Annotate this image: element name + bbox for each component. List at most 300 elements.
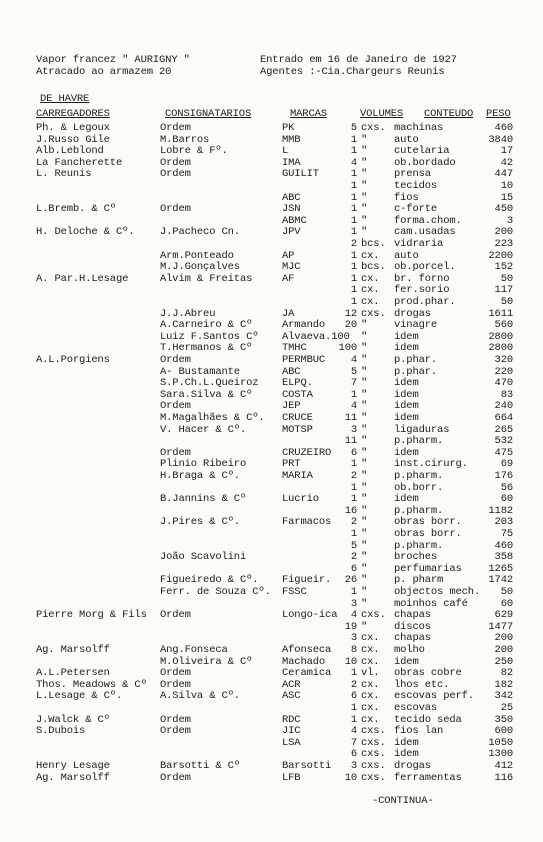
row-consignee: Ordem — [160, 725, 191, 737]
row-consignee: V. Hacer & Cº. — [160, 424, 247, 436]
row-mark: TMHC — [282, 342, 307, 354]
row-mark: CRUCE — [282, 412, 313, 424]
row-mark: L — [282, 145, 289, 157]
warehouse-line: Atracado ao armazem 20 — [36, 66, 172, 78]
row-mark: Figueir. — [282, 574, 332, 586]
row-consignee: Ordem — [160, 203, 191, 215]
row-vol: 3 — [350, 424, 357, 436]
row-mark: FSSC — [282, 586, 307, 598]
row-unit: cx. — [361, 273, 380, 285]
row-unit: cx. — [361, 250, 380, 262]
row-consignee: A.Carneiro & Cº — [160, 319, 253, 331]
row-content: p.pharm. — [394, 505, 444, 517]
col-header-marks: MARCAS — [290, 108, 327, 120]
row-weight: 1611 — [488, 308, 513, 320]
row-unit: " — [361, 319, 368, 331]
row-content: perfumarias — [394, 563, 462, 575]
row-mark: ASC — [282, 690, 301, 702]
row-weight: 450 — [494, 203, 513, 215]
row-unit: bcs. — [361, 261, 386, 273]
row-consignee: Ordem — [160, 679, 191, 691]
row-weight: 2800 — [488, 342, 513, 354]
row-content: tecido seda — [394, 714, 462, 726]
row-vol: 6 — [350, 690, 357, 702]
row-vol: 1 — [350, 284, 357, 296]
row-vol: 6 — [350, 447, 357, 459]
row-unit: cx. — [361, 296, 380, 308]
arrival-line: Entrado em 16 de Janeiro de 1927 — [260, 54, 457, 66]
row-unit: " — [361, 621, 368, 633]
row-consignee: Arm.Ponteado — [160, 250, 234, 262]
row-shipper: Ag. Marsolff — [36, 644, 110, 656]
row-vol: 1 — [350, 667, 357, 679]
row-mark: AP — [282, 250, 295, 262]
row-mark: Alvaeva.100 — [282, 331, 350, 343]
row-content: moinhos café — [394, 598, 468, 610]
row-mark: JSN — [282, 203, 301, 215]
row-content: obras borr. — [394, 528, 462, 540]
row-shipper: Ag. Marsolff — [36, 772, 110, 784]
row-vol: 1 — [350, 273, 357, 285]
row-weight: 82 — [500, 667, 513, 679]
row-consignee: Ang.Fonseca — [160, 644, 228, 656]
row-shipper: J.Russo Gile — [36, 134, 110, 146]
row-unit: cx. — [361, 284, 380, 296]
row-unit: " — [361, 470, 368, 482]
row-content: chapas — [394, 632, 431, 644]
row-vol: 1 — [350, 203, 357, 215]
row-shipper: A.L.Porgiens — [36, 354, 110, 366]
row-unit: " — [361, 192, 368, 204]
row-shipper: Ph. & Legoux — [36, 122, 110, 134]
row-weight: 3 — [506, 215, 513, 227]
row-vol: 2 — [350, 516, 357, 528]
row-content: ferramentas — [394, 772, 462, 784]
row-shipper: La Fancherette — [36, 157, 123, 169]
row-weight: 200 — [494, 644, 513, 656]
row-consignee: Ordem — [160, 122, 191, 134]
row-mark: GUILIT — [282, 168, 319, 180]
row-weight: 600 — [494, 725, 513, 737]
row-vol: 20 — [344, 319, 357, 331]
row-content: inst.cirurg. — [394, 458, 468, 470]
row-consignee: Figueiredo & Cº. — [160, 574, 259, 586]
row-weight: 3840 — [488, 134, 513, 146]
row-consignee: Barsotti & Cº — [160, 760, 240, 772]
row-weight: 629 — [494, 609, 513, 621]
row-mark: Barsotti — [282, 760, 332, 772]
row-mark: ABC — [282, 366, 301, 378]
row-consignee: Ordem — [160, 400, 191, 412]
row-mark: Machado — [282, 656, 326, 668]
row-weight: 75 — [500, 528, 513, 540]
row-consignee: Ordem — [160, 354, 191, 366]
row-consignee: A- Bustamante — [160, 366, 240, 378]
row-mark: RDC — [282, 714, 301, 726]
row-unit: cxs. — [361, 725, 386, 737]
row-unit: cxs. — [361, 772, 386, 784]
row-unit: bcs. — [361, 238, 386, 250]
row-mark: ACR — [282, 679, 301, 691]
row-mark: CRUZEIRO — [282, 447, 332, 459]
row-unit: " — [361, 226, 368, 238]
row-content: fios — [394, 192, 419, 204]
row-weight: 220 — [494, 366, 513, 378]
row-mark: JIC — [282, 725, 301, 737]
row-vol: 3 — [350, 632, 357, 644]
row-consignee: Ordem — [160, 667, 191, 679]
row-content: molho — [394, 644, 425, 656]
row-unit: " — [361, 400, 368, 412]
col-header-shippers: CARREGADORES — [36, 108, 110, 120]
row-weight: 1265 — [488, 563, 513, 575]
row-vol: 1 — [350, 215, 357, 227]
row-unit: " — [361, 598, 368, 610]
row-content: p. pharm — [394, 574, 444, 586]
row-mark: Afonseca — [282, 644, 332, 656]
row-consignee: H.Braga & Cº. — [160, 470, 240, 482]
row-vol: 6 — [350, 748, 357, 760]
row-mark: AF — [282, 273, 295, 285]
row-unit: " — [361, 331, 368, 343]
row-content: vinagre — [394, 319, 438, 331]
row-content: p.pharm. — [394, 435, 444, 447]
row-mark: IMA — [282, 157, 301, 169]
row-content: broches — [394, 551, 438, 563]
row-vol: 1 — [350, 482, 357, 494]
row-vol: 1 — [350, 145, 357, 157]
row-content: ligaduras — [394, 424, 450, 436]
row-vol: 8 — [350, 644, 357, 656]
row-vol: 10 — [344, 656, 357, 668]
row-content: ob.bordado — [394, 157, 456, 169]
row-content: p.pharm. — [394, 470, 444, 482]
row-weight: 56 — [500, 482, 513, 494]
row-weight: 250 — [494, 656, 513, 668]
row-weight: 50 — [500, 586, 513, 598]
row-content: machinas — [394, 122, 444, 134]
row-shipper: Henry Lesage — [36, 760, 110, 772]
row-unit: cx. — [361, 679, 380, 691]
row-mark: Farmacos — [282, 516, 332, 528]
row-content: idem — [394, 389, 419, 401]
row-shipper: L.Lesage & Cº. — [36, 690, 123, 702]
row-weight: 25 — [500, 702, 513, 714]
row-weight: 200 — [494, 632, 513, 644]
row-vol: 2 — [350, 551, 357, 563]
row-weight: 532 — [494, 435, 513, 447]
row-shipper: L.Bremb. & Cº — [36, 203, 116, 215]
row-mark: MOTSP — [282, 424, 313, 436]
row-content: obras borr. — [394, 516, 462, 528]
row-content: idem — [394, 400, 419, 412]
row-weight: 15 — [500, 192, 513, 204]
row-unit: " — [361, 424, 368, 436]
row-shipper: A. Par.H.Lesage — [36, 273, 129, 285]
row-consignee: Lobre & Fº. — [160, 145, 228, 157]
row-unit: " — [361, 134, 368, 146]
row-weight: 116 — [494, 772, 513, 784]
row-unit: " — [361, 435, 368, 447]
row-unit: " — [361, 203, 368, 215]
row-unit: cxs. — [361, 737, 386, 749]
row-shipper: Alb.Leblond — [36, 145, 104, 157]
row-unit: cx. — [361, 644, 380, 656]
row-consignee: Ordem — [160, 168, 191, 180]
row-consignee: S.P.Ch.L.Queiroz — [160, 377, 259, 389]
row-consignee: A.Silva & Cº. — [160, 690, 240, 702]
row-weight: 460 — [494, 122, 513, 134]
row-weight: 176 — [494, 470, 513, 482]
row-mark: Armando — [282, 319, 326, 331]
row-content: idem — [394, 447, 419, 459]
agents-line: Agentes :-Cia.Chargeurs Reunis — [260, 66, 445, 78]
row-content: idem — [394, 656, 419, 668]
col-header-consignees: CONSIGNATARIOS — [165, 108, 252, 120]
row-content: prod.phar. — [394, 296, 456, 308]
row-weight: 475 — [494, 447, 513, 459]
row-unit: " — [361, 458, 368, 470]
row-weight: 17 — [500, 145, 513, 157]
row-content: idem — [394, 377, 419, 389]
row-unit: cxs. — [361, 748, 386, 760]
row-weight: 60 — [500, 598, 513, 610]
row-content: idem — [394, 737, 419, 749]
row-unit: " — [361, 389, 368, 401]
row-mark: ELPQ. — [282, 377, 313, 389]
row-content: drogas — [394, 760, 431, 772]
row-unit: " — [361, 528, 368, 540]
row-unit: " — [361, 516, 368, 528]
row-weight: 60 — [500, 493, 513, 505]
row-vol: 10 — [344, 772, 357, 784]
row-unit: cx. — [361, 632, 380, 644]
row-content: p.phar. — [394, 366, 438, 378]
row-consignee: M.Oliveira & Cº — [160, 656, 253, 668]
row-vol: 1 — [350, 528, 357, 540]
row-vol: 4 — [350, 725, 357, 737]
row-mark: PERMBUC — [282, 354, 326, 366]
row-weight: 320 — [494, 354, 513, 366]
row-weight: 1300 — [488, 748, 513, 760]
row-unit: " — [361, 412, 368, 424]
row-weight: 83 — [500, 389, 513, 401]
row-content: fios lan — [394, 725, 444, 737]
row-shipper: A.L.Petersen — [36, 667, 110, 679]
row-content: obras cobre — [394, 667, 462, 679]
col-header-contents: CONTEUDO — [424, 108, 474, 120]
row-weight: 240 — [494, 400, 513, 412]
row-vol: 1 — [350, 458, 357, 470]
row-mark: PRT — [282, 458, 301, 470]
row-consignee: Ordem — [160, 447, 191, 459]
row-weight: 10 — [500, 180, 513, 192]
row-vol: 1 — [350, 586, 357, 598]
row-shipper: S.Dubois — [36, 725, 86, 737]
row-unit: cx. — [361, 714, 380, 726]
row-consignee: Luiz F.Santos Cº — [160, 331, 259, 343]
row-consignee: J.J.Abreu — [160, 308, 216, 320]
row-mark: PK — [282, 122, 295, 134]
row-content: vidraria — [394, 238, 444, 250]
row-vol: 11 — [344, 412, 357, 424]
row-shipper: J.Walck & Cº — [36, 714, 110, 726]
row-weight: 69 — [500, 458, 513, 470]
row-content: c-forte — [394, 203, 438, 215]
row-content: chapas — [394, 609, 431, 621]
row-unit: " — [361, 157, 368, 169]
row-vol: 1 — [350, 261, 357, 273]
row-unit: " — [361, 482, 368, 494]
row-vol: 1 — [350, 134, 357, 146]
row-weight: 223 — [494, 238, 513, 250]
row-vol: 100 — [338, 342, 357, 354]
row-consignee: Ordem — [160, 157, 191, 169]
row-weight: 42 — [500, 157, 513, 169]
row-consignee: Plinio Ribeiro — [160, 458, 247, 470]
row-content: auto — [394, 134, 419, 146]
row-weight: 203 — [494, 516, 513, 528]
row-shipper: H. Deloche & Cº. — [36, 226, 135, 238]
row-content: idem — [394, 342, 419, 354]
row-consignee: M.Barros — [160, 134, 210, 146]
row-shipper: Pierre Morg & Fils — [36, 609, 147, 621]
row-vol: 1 — [350, 250, 357, 262]
row-unit: " — [361, 215, 368, 227]
continued-note: -CONTINUA- — [372, 795, 434, 807]
row-vol: 2 — [350, 238, 357, 250]
row-content: idem — [394, 748, 419, 760]
row-vol: 6 — [350, 563, 357, 575]
row-weight: 1477 — [488, 621, 513, 633]
row-vol: 12 — [344, 308, 357, 320]
row-content: fer.sorio — [394, 284, 450, 296]
row-unit: " — [361, 447, 368, 459]
row-unit: " — [361, 354, 368, 366]
row-consignee: Ordem — [160, 714, 191, 726]
row-mark: JPV — [282, 226, 301, 238]
row-mark: LSA — [282, 737, 301, 749]
row-weight: 50 — [500, 273, 513, 285]
row-consignee: T.Hermanos & Cº — [160, 342, 253, 354]
row-vol: 1 — [350, 180, 357, 192]
row-weight: 182 — [494, 679, 513, 691]
row-weight: 358 — [494, 551, 513, 563]
row-vol: 1 — [350, 226, 357, 238]
row-mark: Longo-ica — [282, 609, 338, 621]
row-unit: " — [361, 366, 368, 378]
row-vol: 3 — [350, 598, 357, 610]
row-unit: " — [361, 180, 368, 192]
row-consignee: J.Pires & Cº. — [160, 516, 240, 528]
row-unit: cxs. — [361, 122, 386, 134]
row-vol: 26 — [344, 574, 357, 586]
row-content: objectos mech. — [394, 586, 481, 598]
row-mark: JA — [282, 308, 295, 320]
row-vol: 4 — [350, 157, 357, 169]
row-unit: cx. — [361, 656, 380, 668]
row-weight: 2200 — [488, 250, 513, 262]
row-content: ob.borr. — [394, 482, 444, 494]
row-unit: " — [361, 377, 368, 389]
row-unit: " — [361, 540, 368, 552]
row-vol: 16 — [344, 505, 357, 517]
row-vol: 2 — [350, 470, 357, 482]
row-weight: 412 — [494, 760, 513, 772]
row-unit: cxs. — [361, 760, 386, 772]
row-unit: " — [361, 493, 368, 505]
row-mark: MJC — [282, 261, 301, 273]
row-vol: 1 — [350, 493, 357, 505]
row-content: escovas perf. — [394, 690, 474, 702]
row-weight: 50 — [500, 296, 513, 308]
row-mark: LFB — [282, 772, 301, 784]
row-vol: 1 — [350, 702, 357, 714]
row-unit: cxs. — [361, 609, 386, 621]
row-weight: 664 — [494, 412, 513, 424]
row-unit: cxs. — [361, 308, 386, 320]
row-unit: " — [361, 586, 368, 598]
row-content: drogas — [394, 308, 431, 320]
row-mark: JEP — [282, 400, 301, 412]
row-vol: 5 — [350, 540, 357, 552]
row-unit: cx. — [361, 690, 380, 702]
row-consignee: M.Magalhães & Cº. — [160, 412, 265, 424]
row-content: forma.chom. — [394, 215, 462, 227]
row-vol: 1 — [350, 296, 357, 308]
row-weight: 350 — [494, 714, 513, 726]
row-content: discos — [394, 621, 431, 633]
row-content: prensa — [394, 168, 431, 180]
row-vol: 5 — [350, 122, 357, 134]
vessel-line: Vapor francez " AURIGNY " — [36, 54, 190, 66]
row-consignee: Ordem — [160, 772, 191, 784]
row-weight: 342 — [494, 690, 513, 702]
row-content: p.pharm. — [394, 540, 444, 552]
row-unit: " — [361, 342, 368, 354]
row-consignee: Ferr. de Souza Cº. — [160, 586, 271, 598]
row-unit: vl. — [361, 667, 380, 679]
col-header-volumes: VOLUMES — [360, 108, 404, 120]
row-weight: 1742 — [488, 574, 513, 586]
row-weight: 117 — [494, 284, 513, 296]
row-content: br. forno — [394, 273, 450, 285]
row-weight: 2800 — [488, 331, 513, 343]
row-vol: 2 — [350, 679, 357, 691]
row-consignee: Ordem — [160, 609, 191, 621]
row-consignee: M.J.Gonçalves — [160, 261, 240, 273]
row-content: tecidos — [394, 180, 438, 192]
row-consignee: J.Pacheco Cn. — [160, 226, 240, 238]
row-shipper: Thos. Meadows & Cº — [36, 679, 147, 691]
row-vol: 3 — [350, 760, 357, 772]
port-heading: DE HAVRE — [40, 93, 90, 105]
row-weight: 470 — [494, 377, 513, 389]
row-vol: 1 — [350, 714, 357, 726]
row-consignee: João Scavolini — [160, 551, 247, 563]
row-mark: MMB — [282, 134, 301, 146]
row-unit: cx. — [361, 702, 380, 714]
row-unit: " — [361, 505, 368, 517]
row-content: idem — [394, 331, 419, 343]
row-mark: COSTA — [282, 389, 313, 401]
row-content: lhos etc. — [394, 679, 450, 691]
row-content: cam.usadas — [394, 226, 456, 238]
row-weight: 460 — [494, 540, 513, 552]
row-unit: " — [361, 574, 368, 586]
row-consignee: Alvim & Freitas — [160, 273, 253, 285]
row-vol: 1 — [350, 192, 357, 204]
